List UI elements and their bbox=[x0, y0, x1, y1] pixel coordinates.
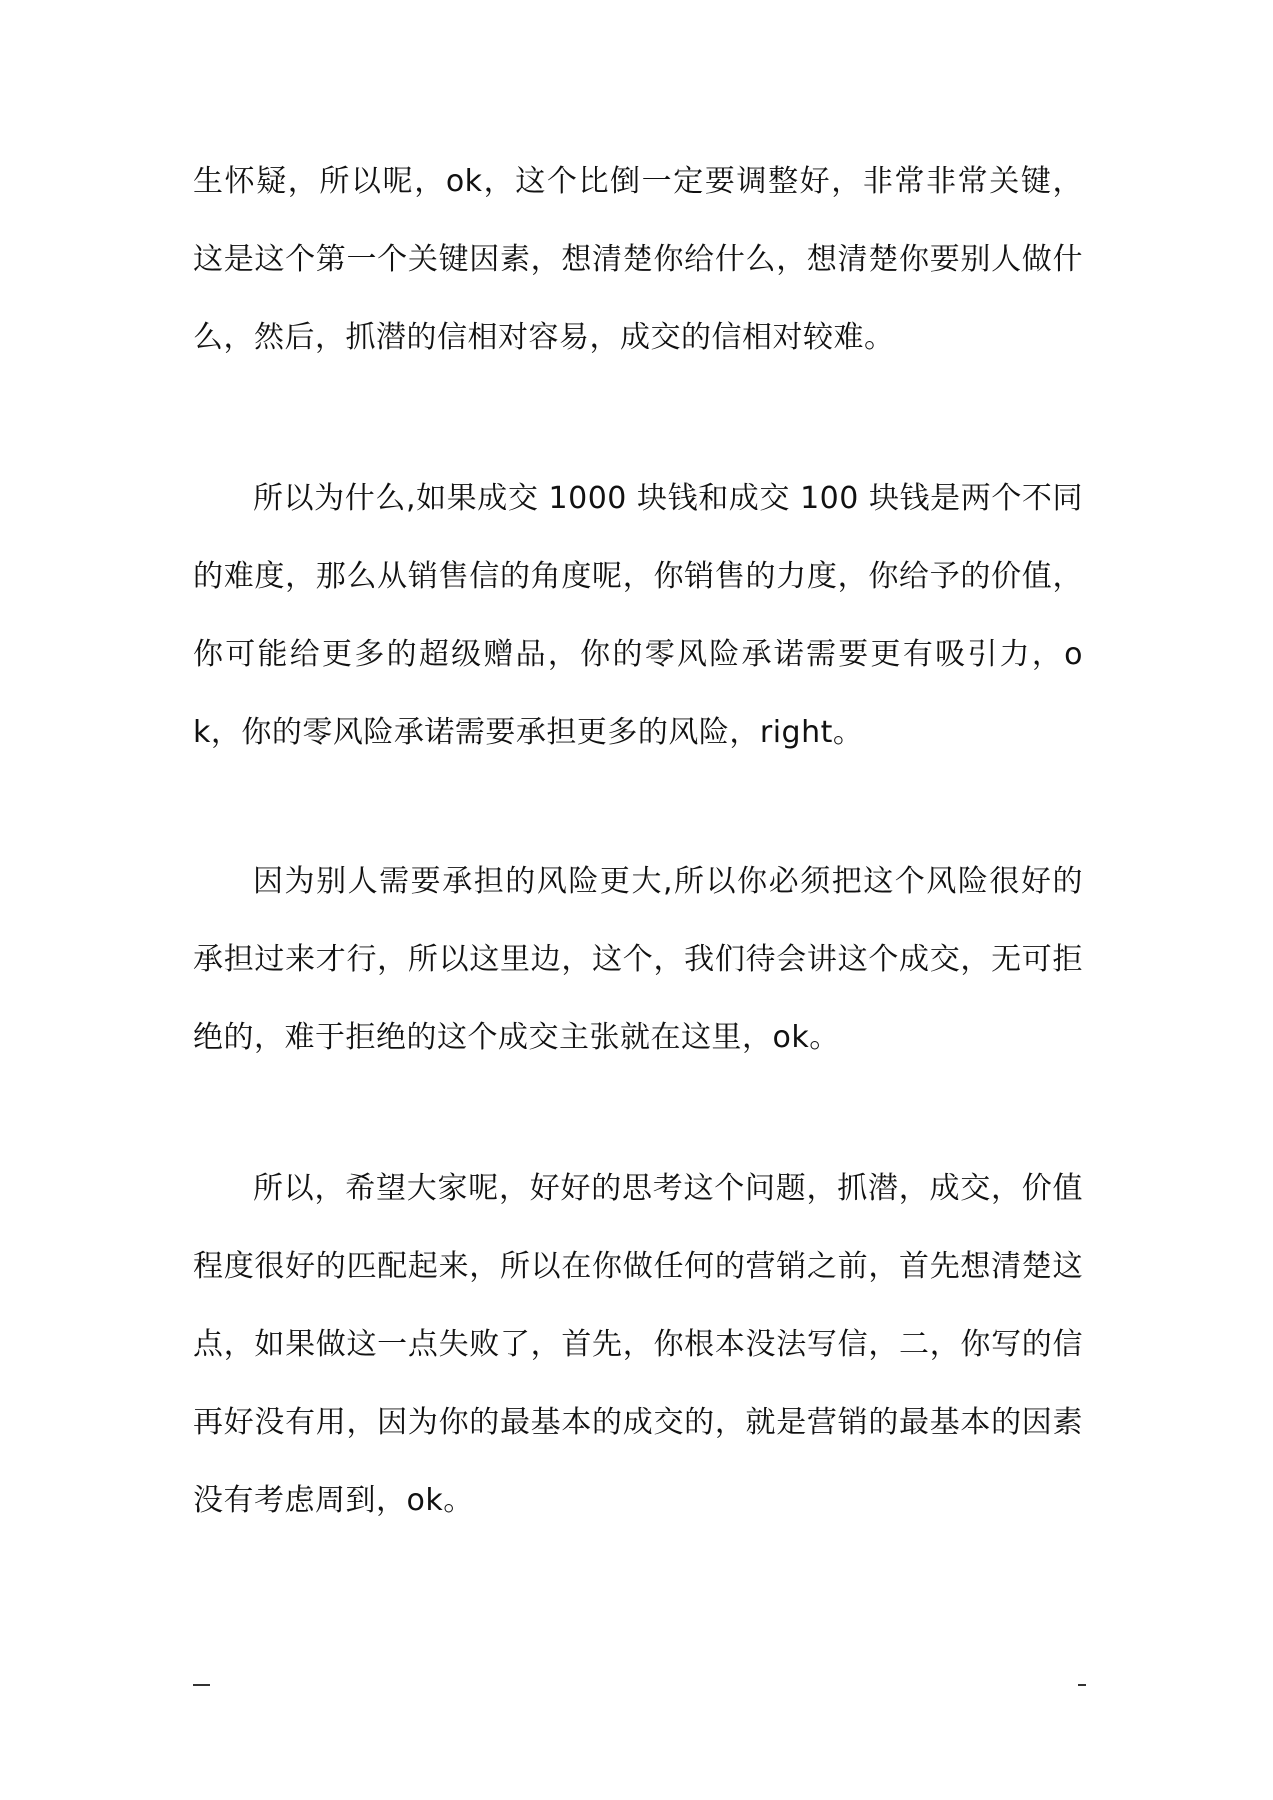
paragraph-4: 所以，希望大家呢，好好的思考这个问题，抓潜，成交，价值程度很好的匹配起来，所以在你做任何的营销之前，首先想清楚这点，如果做这一点失败了，首先，你根本没法写信，二，你写的信再好没有用，因为你的最基本的成交的，就是营销的最基本的因素没有考虑周到，ok。 bbox=[193, 1171, 1083, 1518]
paragraph-3: 因为别人需要承担的风险更大,所以你必须把这个风险很好的承担过来才行，所以这里边，这个，我们待会讲这个成交，无可拒绝的，难于拒绝的这个成交主张就在这里，ok。 bbox=[193, 864, 1083, 1055]
footer-right-mark bbox=[1078, 1684, 1086, 1686]
paragraph-1: 生怀疑，所以呢，ok，这个比倒一定要调整好，非常非常关键，这是这个第一个关键因素，想清楚你给什么，想清楚你要别人做什么，然后，抓潜的信相对容易，成交的信相对较难。 bbox=[193, 164, 1083, 355]
paragraph-2: 所以为什么,如果成交 1000 块钱和成交 100 块钱是两个不同的难度，那么从销售信的角度呢，你销售的力度，你给予的价值，你可能给更多的超级赠品，你的零风险承诺需要更有吸引力，ok，你的零风险承诺需要承担更多的风险，right。 bbox=[193, 481, 1083, 750]
footer-left-mark bbox=[193, 1684, 210, 1686]
